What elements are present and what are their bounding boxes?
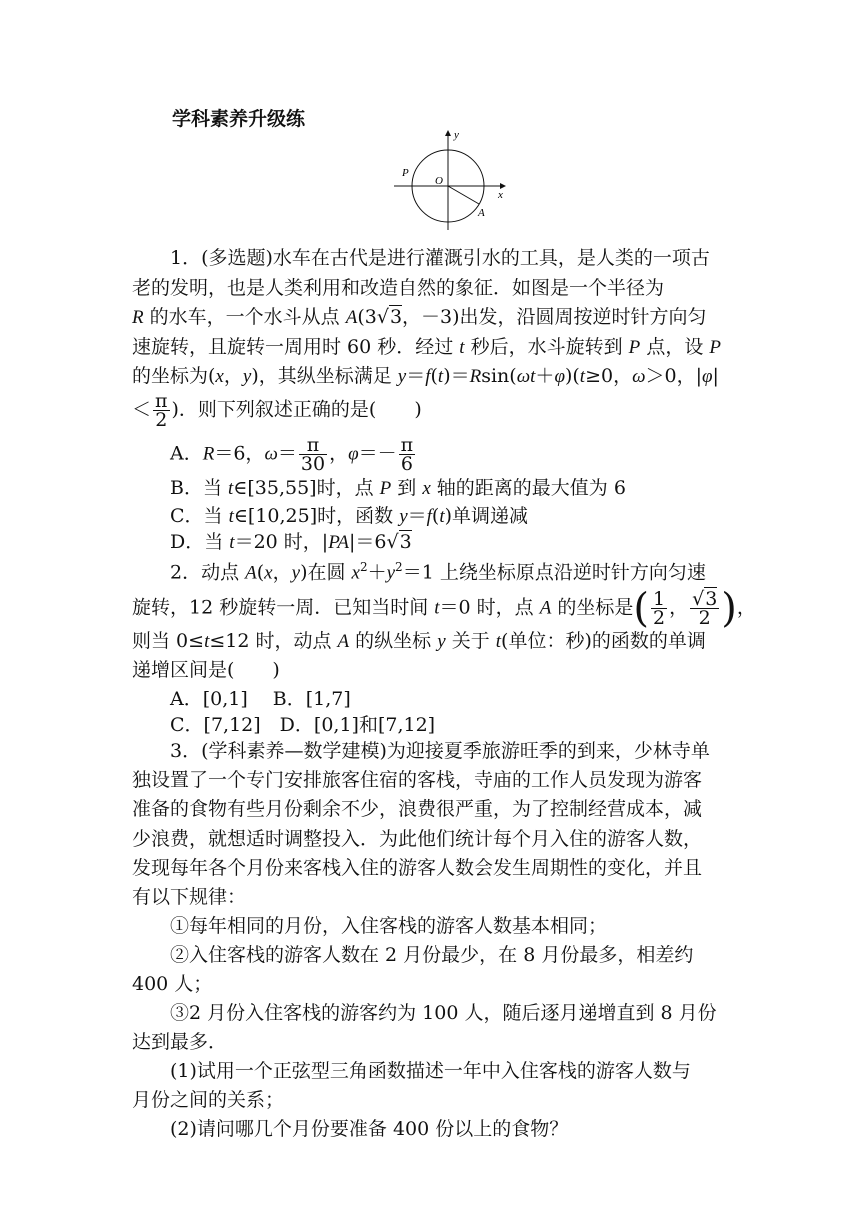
y-axis-arrow <box>445 130 451 136</box>
denominator: 2 <box>155 409 168 431</box>
text: C．当 <box>170 505 229 527</box>
var: ωt <box>516 366 536 387</box>
fraction <box>153 392 170 429</box>
text: )，其纵坐标满足 <box>251 365 398 387</box>
var: t <box>495 631 502 652</box>
fraction <box>299 436 327 473</box>
numerator: π <box>299 436 327 455</box>
exponent: 2 <box>395 560 403 574</box>
var: x <box>215 366 224 387</box>
var: A <box>245 562 257 584</box>
text: ， <box>736 596 756 619</box>
q3-rule-2a: ②入住客栈的游客人数在 2 月份最少，在 8 月份最多，相差约 <box>170 944 694 966</box>
sqrt-value: 3 <box>399 531 412 553</box>
q3-line-1: 3．(学科素养—数学建模)为迎接夏季旅游旺季的到来，少林寺单 <box>170 740 710 762</box>
text: 关于 <box>445 630 496 652</box>
text: ＝6， <box>214 442 265 465</box>
label-P: P <box>402 167 409 179</box>
var: φ <box>554 366 565 387</box>
text: ＝0 时，点 <box>439 596 540 619</box>
q1-line-3: R 的水车，一个水斗从点 A(3√3，－3)出发，沿圆周按逆时针方向匀 <box>132 306 707 328</box>
text: ( <box>256 561 265 584</box>
numerator: π <box>155 390 168 412</box>
q3-rule-1: ①每年相同的月份，入住客栈的游客人数基本相同； <box>170 915 608 937</box>
var-t: t <box>459 337 465 358</box>
var: R <box>469 366 482 387</box>
fraction <box>690 590 719 627</box>
text: 则当 0≤ <box>132 630 205 652</box>
var: PA <box>328 532 349 553</box>
var: y <box>386 562 396 584</box>
var: t <box>229 532 235 553</box>
q1-line-1: 1．(多选题)水车在古代是进行灌溉引水的工具，是人类的一项古 <box>170 247 710 269</box>
var: ω <box>632 366 646 387</box>
q3-rule-3b: 达到最多． <box>132 1031 228 1053</box>
text: ≥0， <box>585 365 633 387</box>
text: )( <box>564 365 580 387</box>
label-origin: O <box>435 175 443 187</box>
q2-line-3 <box>132 627 732 656</box>
text: (单位：秒)的函数的单调 <box>501 630 706 652</box>
waterwheel-figure <box>392 128 512 232</box>
text: ( <box>431 505 440 527</box>
q1-option-d: D．当 t＝20 时，|PA|＝6√3 <box>170 531 412 553</box>
left-paren: ( <box>633 585 649 632</box>
var: t <box>579 366 586 387</box>
section-title: 学科素养升级练 <box>172 108 306 130</box>
text: ＝1 上绕坐标原点沿逆时针方向匀速 <box>402 561 706 584</box>
text: ∈[35,55]时，点 <box>233 477 380 499</box>
var: y <box>437 631 446 652</box>
text: ， <box>223 365 243 387</box>
var-A: A <box>345 307 358 328</box>
radius-to-A <box>448 186 479 204</box>
text: ＝20 时，| <box>234 531 329 553</box>
text: 秒后，水斗旋转到 <box>464 336 629 358</box>
var: A <box>539 597 552 619</box>
q1-line-6 <box>132 392 732 429</box>
sqrt-value: 3 <box>705 588 718 610</box>
text: ∈[10,25]时，函数 <box>233 505 400 527</box>
fraction <box>399 436 416 473</box>
var: y <box>291 562 301 584</box>
var-P: P <box>628 337 641 358</box>
q3-line-6: 有以下规律： <box>132 886 247 908</box>
text: ＋ <box>535 365 555 387</box>
q1-option-b <box>170 474 770 503</box>
label-y: y <box>454 129 459 141</box>
text: 点，设 <box>640 336 710 358</box>
denominator: 30 <box>300 453 326 475</box>
q1-line-5 <box>132 362 732 391</box>
text: sin( <box>481 365 517 387</box>
text: 的纵坐标 <box>349 630 438 652</box>
q3-line-2: 独设置了一个专门安排旅客住宿的客栈，寺庙的工作人员发现为游客 <box>132 769 703 791</box>
var: f <box>426 506 432 527</box>
var: x <box>264 562 273 584</box>
text: ， <box>669 596 689 619</box>
var: t <box>228 506 234 527</box>
text: | <box>712 365 719 387</box>
text: ＜ <box>132 398 152 421</box>
var: φ <box>348 443 359 465</box>
text: ＝－ <box>358 442 397 465</box>
text: D．当 <box>170 531 230 553</box>
var: t <box>437 366 444 387</box>
text: ， <box>329 442 349 465</box>
right-paren: ) <box>721 585 737 632</box>
var: x <box>422 478 431 499</box>
q3-rule-2b: 400 人； <box>132 973 213 995</box>
text: ( <box>430 365 438 387</box>
label-A: A <box>478 207 485 219</box>
text: ＋ <box>367 561 387 584</box>
text: 的水车，一个水斗从点 <box>143 306 346 328</box>
text: (3 <box>357 306 377 328</box>
q3-line-4: 少浪费，就想适时调整投入．为此他们统计每个月入住的游客人数， <box>132 828 703 850</box>
fraction <box>651 590 667 627</box>
numerator: √3 <box>692 588 718 610</box>
var: R <box>202 443 215 465</box>
denominator: 2 <box>698 607 711 629</box>
denominator: 6 <box>400 453 413 475</box>
text: ＞0，| <box>645 365 702 387</box>
text: 轴的距离的最大值为 6 <box>430 477 626 499</box>
var: φ <box>702 366 713 387</box>
q1-option-a <box>170 436 770 473</box>
q3-part-2: (2)请问哪几个月份要准备 400 份以上的食物？ <box>170 1118 569 1140</box>
var: t <box>228 478 234 499</box>
var: P <box>379 478 392 499</box>
text: )．则下列叙述正确的是( ) <box>171 398 422 421</box>
text: ， <box>272 561 292 584</box>
q3-line-5: 发现每年各个月份来客栈入住的游客人数会发生周期性的变化，并且 <box>132 857 703 879</box>
text: )单调递减 <box>444 505 529 527</box>
text: 到 <box>391 477 423 499</box>
text: 的坐标为( <box>132 365 216 387</box>
text: ，－3)出发，沿圆周按逆时针方向匀 <box>402 306 707 328</box>
text: B．当 <box>170 477 229 499</box>
text: 2．动点 <box>170 561 246 584</box>
var: y <box>397 366 407 387</box>
q1-line-4 <box>132 333 732 362</box>
q2-line-1 <box>170 553 770 587</box>
q1-line-2: 老的发明，也是人类利用和改造自然的象征．如图是一个半径为 <box>132 277 665 299</box>
var: A <box>337 631 350 652</box>
q3-part-1a: (1)试用一个正弦型三角函数描述一年中入住客栈的游客人数与 <box>170 1060 691 1082</box>
text: 旋转，12 秒旋转一周．已知当时间 <box>132 596 435 619</box>
q1-option-c <box>170 502 770 531</box>
var: t <box>204 631 210 652</box>
var-P: P <box>709 337 721 358</box>
var: t <box>439 506 445 527</box>
numerator: π <box>400 434 414 456</box>
q2-line-4: 递增区间是( ) <box>132 659 280 681</box>
var: y <box>242 366 252 387</box>
sqrt-value: 3 <box>389 306 403 328</box>
var: f <box>425 366 431 387</box>
text: ＝ <box>407 505 427 527</box>
var: t <box>434 597 440 619</box>
numerator: 1 <box>652 588 666 610</box>
text: ≤12 时，动点 <box>209 630 338 652</box>
label-x: x <box>498 189 503 201</box>
text: ＝ <box>277 442 297 465</box>
q3-part-1b: 月份之间的关系； <box>132 1089 285 1111</box>
text: )在圆 <box>300 561 352 584</box>
q2-line-2 <box>132 585 756 632</box>
denominator: 2 <box>652 607 666 629</box>
text: )＝ <box>443 365 470 387</box>
q2-options-ab: A．[0,1] B．[1,7] <box>170 688 351 710</box>
q3-line-3: 准备的食物有些月份剩余不少，浪费很严重，为了控制经营成本，减 <box>132 798 703 820</box>
text: |＝6 <box>348 531 387 553</box>
var: ω <box>264 443 278 465</box>
var: y <box>399 506 408 527</box>
text: 的坐标是 <box>551 596 634 619</box>
var-R: R <box>132 307 144 328</box>
var: x <box>351 562 360 584</box>
q3-rule-3a: ③2 月份入住客栈的游客约为 100 人，随后逐月递增直到 8 月份 <box>170 1002 717 1024</box>
exponent: 2 <box>359 560 368 574</box>
q2-options-cd: C．[7,12] D．[0,1]和[7,12] <box>170 714 436 736</box>
text: ＝ <box>406 365 426 387</box>
text: 速旋转，且旋转一周用时 60 秒．经过 <box>132 336 460 358</box>
text: A． <box>170 442 203 465</box>
